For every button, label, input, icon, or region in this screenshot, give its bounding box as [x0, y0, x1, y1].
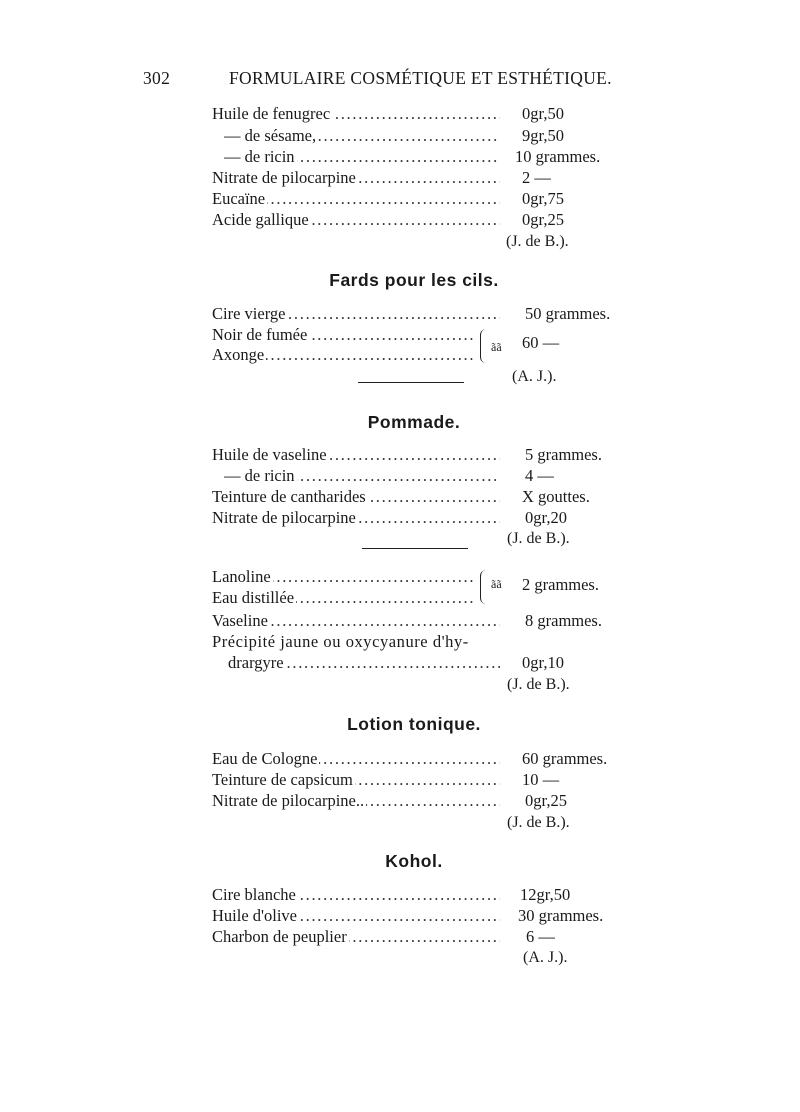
ingredient-label: Cire vierge: [212, 304, 286, 323]
ingredient-label: drargyre: [228, 653, 284, 672]
ingredient-qty: 4 —: [525, 466, 554, 485]
ingredient-qty: 2 —: [522, 168, 551, 187]
ingredient-qty: 30 grammes.: [518, 906, 604, 925]
ingredient-label: Noir de fumée: [212, 325, 308, 344]
recipe-line: [212, 507, 616, 529]
separator-rule: [358, 382, 464, 383]
ingredient-qty: 60 grammes.: [522, 749, 608, 768]
source-reference: (J. de B.).: [507, 676, 570, 693]
brace: [480, 329, 489, 363]
recipe-line: [212, 769, 616, 791]
brace-qty: 2 grammes.: [522, 575, 599, 594]
ingredient-qty: 5 grammes.: [525, 445, 602, 464]
ingredient-label: Huile de vaseline: [212, 445, 327, 464]
recipe-line: [212, 905, 616, 927]
ingredient-qty: 0gr,10: [522, 653, 564, 672]
ingredient-label: Teinture de capsicum: [212, 770, 353, 789]
ingredient-label: Teinture de cantharides: [212, 487, 366, 506]
ingredient-qty: 0gr,75: [522, 189, 564, 208]
recipe-line: [212, 125, 616, 147]
ingredient-label: Nitrate de pilocarpine: [212, 508, 356, 527]
recipe-line: [212, 344, 474, 366]
ingredient-label: Huile de fenugrec: [212, 104, 331, 123]
ingredient-label: Eau distillée: [212, 588, 295, 607]
recipe-line: [212, 748, 616, 770]
ingredient-qty: 8 grammes.: [525, 611, 602, 630]
ingredient-qty: 12gr,50: [520, 885, 571, 904]
recipe-line: [212, 146, 616, 168]
brace-label: ãã: [491, 340, 502, 354]
ingredient-label: Lanoline: [212, 567, 271, 586]
recipe-line: [212, 610, 616, 632]
ingredient-qty: 0gr,25: [522, 210, 564, 229]
source-reference: (J. de B.).: [507, 530, 570, 547]
ingredient-label: Nitrate de pilocarpine: [212, 168, 356, 187]
brace: [480, 570, 489, 604]
ingredient-qty: 0gr,50: [522, 104, 564, 123]
brace-qty: 60 —: [522, 333, 560, 352]
brace-label: ãã: [491, 577, 502, 591]
recipe-line: [212, 566, 474, 588]
ingredient-label: Précipité jaune ou oxycyanure d'hy-: [212, 632, 469, 651]
section-heading: Lotion tonique.: [347, 714, 481, 734]
recipe-line: [212, 324, 474, 346]
recipe-line: [212, 486, 616, 508]
ingredient-label: Vaseline: [212, 611, 268, 630]
ingredient-qty: X gouttes.: [522, 487, 590, 506]
section-heading: Kohol.: [385, 851, 443, 871]
ingredient-qty: 0gr,20: [525, 508, 567, 527]
ingredient-qty: 6 —: [526, 927, 555, 946]
recipe-line: [212, 209, 616, 231]
ingredient-qty: 0gr,25: [525, 791, 567, 810]
ingredient-label: Eau de Cologne: [212, 749, 318, 768]
recipe-line: [212, 587, 474, 609]
recipe-line: [212, 303, 616, 325]
ingredient-label: Huile d'olive: [212, 906, 297, 925]
ingredient-label: Acide gallique: [212, 210, 309, 229]
separator-rule: [362, 548, 468, 549]
source-reference: (J. de B.).: [506, 233, 569, 250]
ingredient-label: Cire blanche: [212, 885, 296, 904]
ingredient-label: Eucaïne: [212, 189, 266, 208]
recipe-line: [212, 103, 616, 125]
source-reference: (J. de B.).: [507, 814, 570, 831]
ingredient-label: — de ricin: [224, 466, 295, 485]
ingredient-label: — de ricin: [224, 147, 295, 166]
ingredient-qty: 50 grammes.: [525, 304, 611, 323]
recipe-line: [212, 167, 616, 189]
section-heading: Pommade.: [367, 412, 461, 432]
recipe-line: [212, 652, 616, 674]
ingredient-qty: 9gr,50: [522, 126, 564, 145]
recipe-line: [212, 465, 616, 487]
ingredient-label: Axonge: [212, 345, 265, 364]
ingredient-label: Charbon de peuplier: [212, 927, 347, 946]
recipe-line: [212, 790, 616, 812]
source-reference: (A. J.).: [512, 368, 557, 385]
recipe-line: [212, 444, 616, 466]
recipe-line: [212, 884, 616, 906]
ingredient-qty: 10 —: [522, 770, 560, 789]
running-title: FORMULAIRE COSMÉTIQUE ET ESTHÉTIQUE.: [229, 68, 612, 88]
ingredient-qty: 10 grammes.: [515, 147, 601, 166]
recipe-line: [212, 926, 616, 948]
ingredient-label: — de sésame,: [224, 126, 317, 145]
ingredient-label: Nitrate de pilocarpine..: [212, 791, 365, 810]
page-number: 302: [143, 68, 171, 88]
recipe-line: [212, 631, 616, 653]
recipe-line: [212, 188, 616, 210]
section-heading: Fards pour les cils.: [329, 270, 499, 290]
source-reference: (A. J.).: [523, 949, 568, 966]
